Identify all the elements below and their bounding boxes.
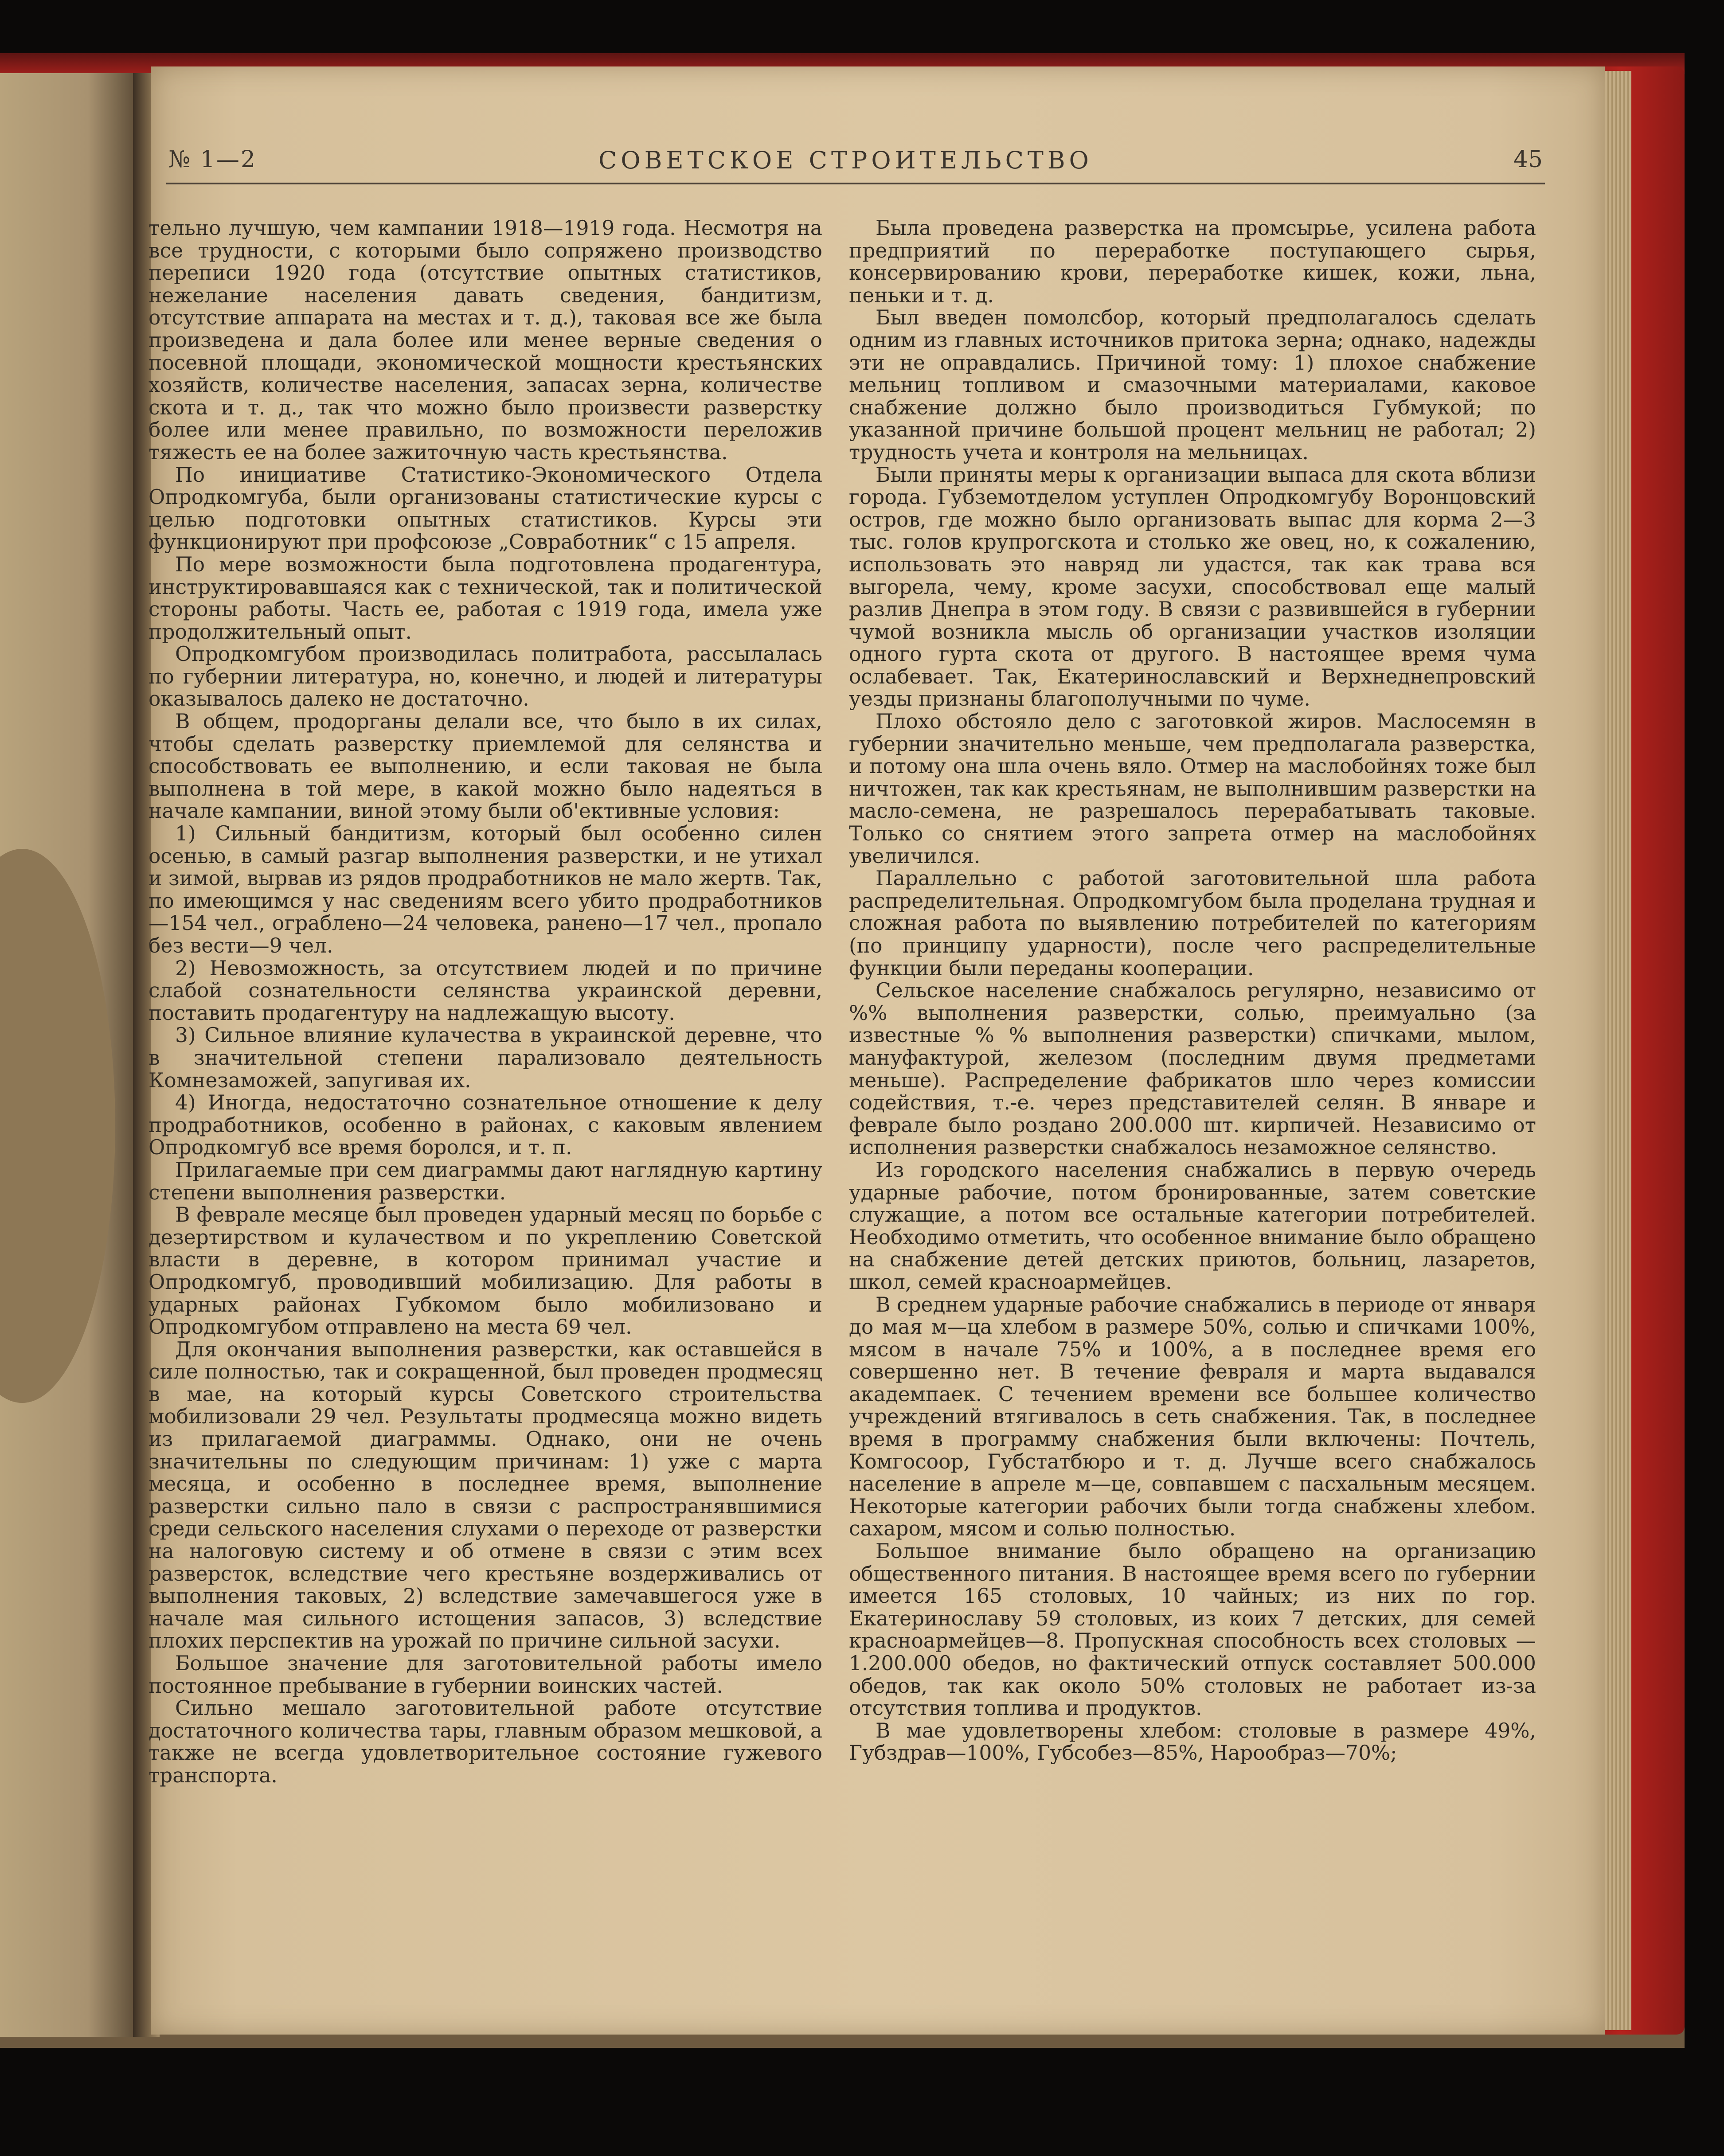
paragraph: В общем, продорганы делали все, что было в их силах, чтобы сделать разверстку приемлемой для селянства и способствовать ее выполнению, и если таковая не была выполнена в той мере, в какой можно было надеяться в начале кампании, виной этому были об'ективные условия:	[149, 710, 822, 823]
journal-title: СОВЕТСКОЕ СТРОИТЕЛЬСТВО	[598, 146, 1093, 174]
paragraph: Из городского населения снабжались в первую очередь ударные рабочие, потом бронированные, затем советские служащие, а потом все остальные категории потребителей. Необходимо отметить, что особенное внимание было обращено на снабжение детей детских приютов, больниц, лазаретов, школ, семей красноармейцев.	[849, 1158, 1536, 1294]
faded-stamp	[0, 849, 115, 1403]
paragraph: 4) Иногда, недостаточно сознательное отношение к делу продработников, особенно в районах, с каковым явлением Опродкомгуб все время боролся, и т. п.	[149, 1091, 822, 1160]
paragraph: Для окончания выполнения разверстки, как оставшейся в силе полностью, так и сокращенной, был проведен продмесяц в мае, на который курсы Советского строительства мобилизовали 29 чел. Результаты продмесяца можно видеть из прилагаемой диаграммы. Однако, они не очень значительны по следующим причинам: 1) уже с марта месяца, и особенно в последнее время, выполнение разверстки сильно пало в связи с распространявшимися среди сельского населения слухами о переходе от разверстки на налоговую систему и об отмене в связи с этим всех разверсток, вследствие чего крестьяне воздерживались от выполнения таковых, 2) вследствие замечавшегося уже в начале мая сильного истощения запасов, 3) вследствие плохих перспектив на урожай по причине сильной засухи.	[149, 1337, 822, 1653]
paragraph: По мере возможности была подготовлена продагентура, инструктировавшаяся как с технической, так и политической стороны работы. Часть ее, работая с 1919 года, имела уже продолжительный опыт.	[149, 552, 822, 644]
paragraph: Была проведена разверстка на промсырье, усилена работа предприятий по переработке поступающего сырья, консервированию крови, переработке кишек, кожи, льна, пеньки и т. д.	[849, 217, 1536, 307]
paragraph: Плохо обстояло дело с заготовкой жиров. Маслосемян в губернии значительно меньше, чем предполагала разверстка, и потому она шла очень вяло. Отмер на маслобойнях тоже был ничтожен, так как крестьянам, не выполнившим разверстки на масло-семена, не разрешалось перерабатывать таковые. Только со снятием этого запрета отмер на маслобойнях увеличился.	[849, 710, 1536, 868]
paragraph: Параллельно с работой заготовительной шла работа распределительная. Опродкомгубом была проделана трудная и сложная работа по выявлению потребителей по категориям (по принципу ударности), после чего распределительные функции были переданы кооперации.	[849, 867, 1536, 980]
paragraph: Сильно мешало заготовительной работе отсутствие достаточного количества тары, главным образом мешковой, а также не всегда удовлетворительное состояние гужевого транспорта.	[149, 1696, 822, 1787]
paragraph: тельно лучшую, чем кампании 1918—1919 года. Несмотря на все трудности, с которыми было сопряжено производство переписи 1920 года (отсутствие опытных статистиков, нежелание населения давать сведения, бандитизм, отсутствие аппарата на местах и т. д.), таковая все же была произведена и дала более или менее верные сведения о посевной площади, экономической мощности крестьянских хозяйств, количестве населения, запасах зерна, количестве скота и т. д., так что можно было произвести разверстку более или менее правильно, по возможности переложив тяжесть ее на более зажиточную часть крестьянства.	[149, 217, 822, 464]
paragraph: Прилагаемые при сем диаграммы дают наглядную картину степени выполнения разверстки.	[149, 1158, 822, 1204]
page-edges	[1605, 71, 1631, 2030]
paragraph: Большое внимание было обращено на организацию общественного питания. В настоящее время всего по губернии имеется 165 столовых, 10 чайных; из них по гор. Екатеринославу 59 столовых, из коих 7 детских, для семей красноармейцев—8. Пропускная способность всех столовых — 1.200.000 обедов, но фактический отпуск составляет 500.000 обедов, так как около 50% столовых не работает из-за отсутствия топлива и продуктов.	[849, 1539, 1536, 1720]
page-number: 45	[1513, 146, 1543, 173]
issue-number: № 1—2	[168, 146, 257, 173]
header-rule	[166, 183, 1545, 184]
facing-page-edge	[0, 73, 146, 2037]
paragraph: В мае удовлетворены хлебом: столовые в размере 49%, Губздрав—100%, Губсобез—85%, Нарообраз—70%;	[849, 1719, 1536, 1765]
paragraph: В среднем ударные рабочие снабжались в периоде от января до мая м—ца хлебом в размере 50%, солью и спичками 100%, мясом в начале 75% и 100%, а в последнее время его совершенно нет. В течение февраля и марта выдавался академпаек. С течением времени все большее количество учреждений втягивалось в сеть снабжения. Так, в последнее время в программу снабжения были включены: Почтель, Комгосоор, Губстатбюро и т. д. Лучше всего снабжалось население в апреле м—це, совпавшем с пасхальным месяцем. Некоторые категории рабочих были тогда снабжены хлебом. сахаром, мясом и солью полностью.	[849, 1293, 1536, 1541]
paragraph: Опродкомгубом производилась политработа, рассылалась по губернии литература, но, конечно, и людей и литературы оказывалось далеко не достаточно.	[149, 642, 822, 711]
paragraph: По инициативе Статистико-Экономического Отдела Опродкомгуба, были организованы статистические курсы с целью подготовки опытных статистиков. Курсы эти функционируют при профсоюзе „Совработник“ с 15 апреля.	[149, 463, 822, 554]
paragraph: Большое значение для заготовительной работы имело постоянное пребывание в губернии воинских частей.	[149, 1652, 822, 1698]
paragraph: Были приняты меры к организации выпаса для скота вблизи города. Губземотделом уступлен Опродкомгубу Воронцовский остров, где можно было организовать выпас для корма 2—3 тыс. голов крупрогскота и столько же овец, но, к сожалению, использовать это навряд ли удастся, так как трава вся выгорела, чему, кроме засухи, способствовал еще малый разлив Днепра в этом году. В связи с развившейся в губернии чумой возникла мысль об организации участков изоляции одного гурта скота от другого. В настоящее время чума ослабевает. Так, Екатеринославский и Верхнеднепровский уезды признаны благополучными по чуме.	[849, 463, 1536, 711]
text-column-right	[849, 217, 1536, 1990]
paragraph: 3) Сильное влияние кулачества в украинской деревне, что в значительной степени парализовало деятельность Комнезаможей, запугивая их.	[149, 1023, 822, 1092]
paragraph: Сельское население снабжалось регулярно, независимо от %% выполнения разверстки, солью, преимуально (за известные % % выполнения разверстки) спичками, мылом, мануфактурой, железом (последним двумя предметами меньше). Распределение фабрикатов шло через комиссии содействия, т.-е. через представителей селян. В январе и феврале было роздано 200.000 шт. кирпичей. Независимо от исполнения разверстки снабжалось незаможное селянство.	[849, 979, 1536, 1160]
paragraph: 1) Сильный бандитизм, который был особенно силен осенью, в самый разгар выполнения разверстки, и не утихал и зимой, вырвав из рядов продработников не мало жертв. Так, по имеющимся у нас сведениям всего убито продработников—154 чел., ограблено—24 человека, ранено—17 чел., пропало без вести—9 чел.	[149, 822, 822, 957]
text-column-left	[149, 217, 822, 1990]
paragraph: 2) Невозможность, за отсутствием людей и по причине слабой сознательности селянства украинской деревни, поставить продагентуру на надлежащую высоту.	[149, 956, 822, 1025]
paragraph: Был введен помолсбор, который предполагалось сделать одним из главных источников притока зерна; однако, надежды эти не оправдались. Причиной тому: 1) плохое снабжение мельниц топливом и смазочными материалами, каковое снабжение должно было производиться Губмукой; по указанной причине большой процент мельниц не работал; 2) трудность учета и контроля на мельницах.	[849, 306, 1536, 464]
running-header	[168, 146, 1543, 195]
paragraph: В феврале месяце был проведен ударный месяц по борьбе с дезертирством и кулачеством и по укреплению Советской власти в деревне, в котором принимал участие и Опродкомгуб, проводивший мобилизацию. Для работы в ударных районах Губкомом было мобилизовано и Опродкомгубом отправлено на места 69 чел.	[149, 1203, 822, 1339]
